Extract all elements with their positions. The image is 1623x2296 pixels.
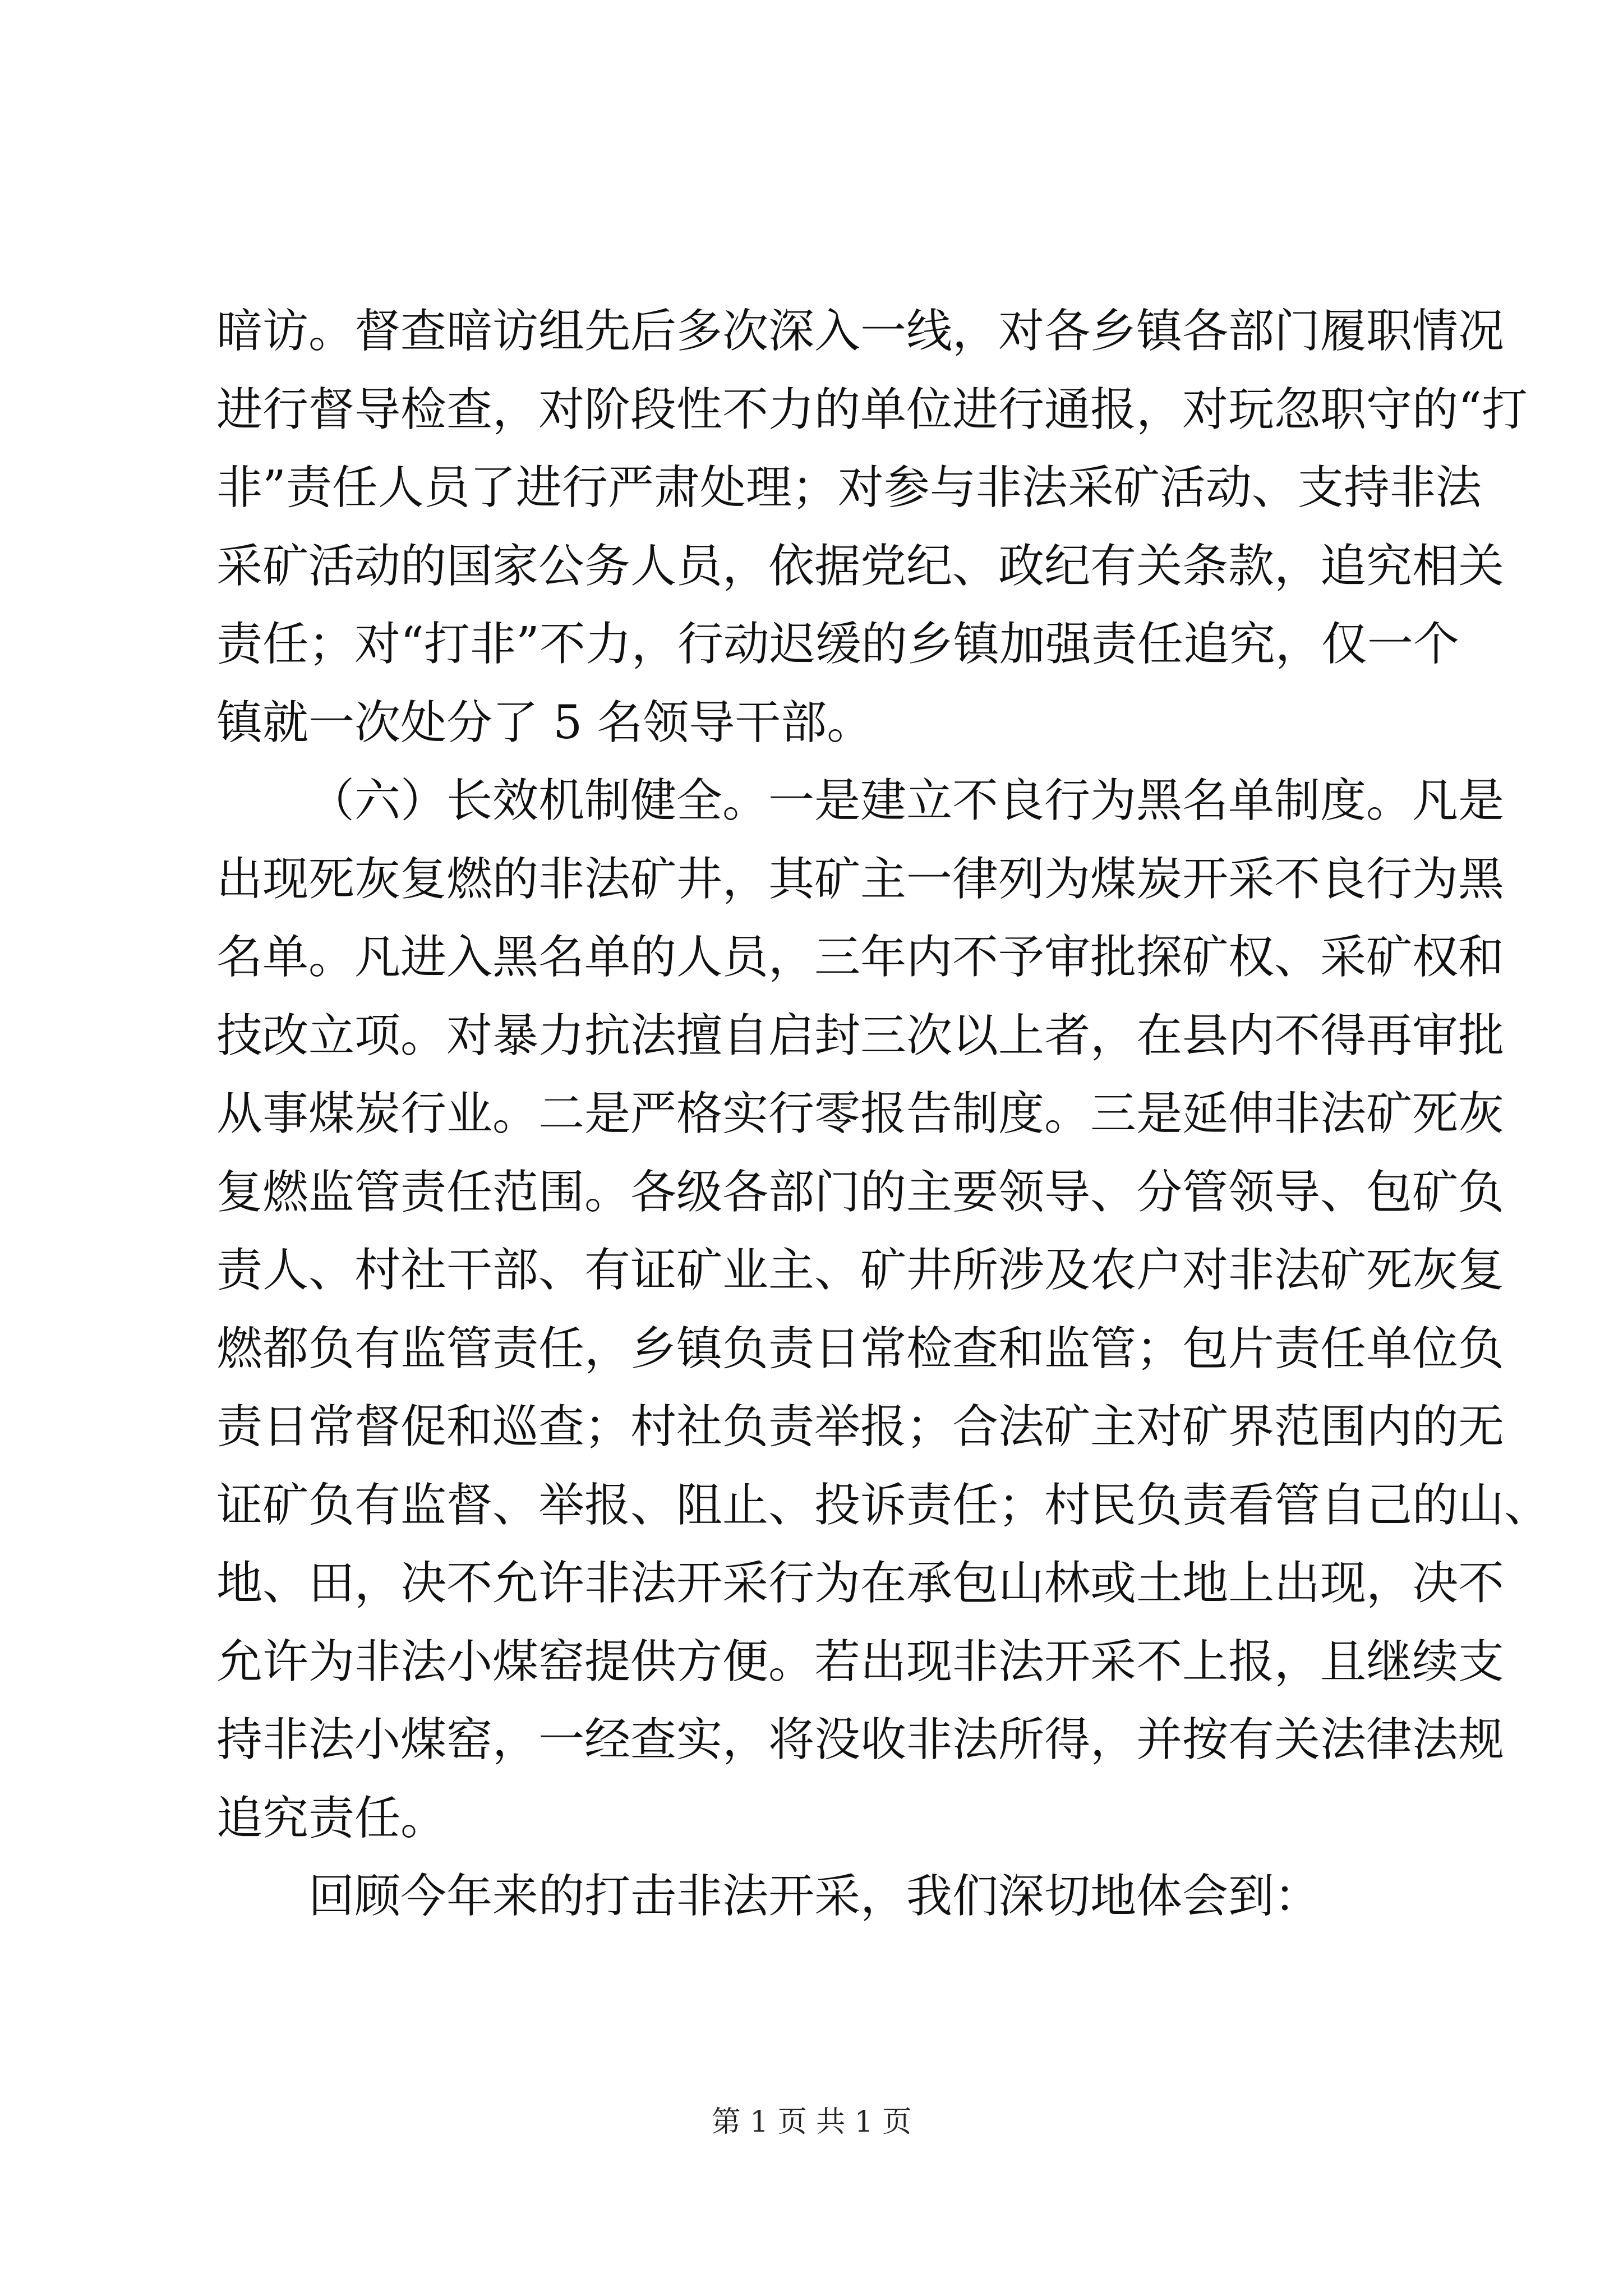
text-line: 复燃监管责任范围。各级各部门的主要领导、分管领导、包矿负 [216, 1165, 1505, 1219]
text-line: 责人、村社干部、有证矿业主、矿井所涉及农户对非法矿死灰复 [216, 1244, 1505, 1297]
document-body [216, 292, 1551, 1936]
paragraph-line: 回顾今年来的打击非法开采，我们深切地体会到： [308, 1870, 1321, 1923]
page-footer [0, 2098, 1623, 2140]
text-line: 燃都负有监管责任，乡镇负责日常检查和监管；包片责任单位负 [216, 1322, 1505, 1375]
text-line: 允许为非法小煤窑提供方便。若出现非法开采不上报，且继续支 [216, 1635, 1505, 1688]
text-line: 镇就一次处分了 5 名领导干部。 [216, 696, 873, 749]
text-line: 出现死灰复燃的非法矿井，其矿主一律列为煤炭开采不良行为黑 [216, 852, 1505, 906]
text-line: 进行督导检查，对阶段性不力的单位进行通报，对玩忽职守的“打 [216, 383, 1528, 436]
text-line: 暗访。督查暗访组先后多次深入一线，对各乡镇各部门履职情况 [216, 305, 1505, 358]
text-line: 责日常督促和巡查；村社负责举报；合法矿主对矿界范围内的无 [216, 1400, 1505, 1453]
page-number-label: 第 1 页 共 1 页 [711, 2105, 912, 2139]
text-line: 证矿负有监督、举报、阻止、投诉责任；村民负责看管自己的山、 [216, 1478, 1551, 1532]
section-heading-line: （六）长效机制健全。一是建立不良行为黑名单制度。凡是 [308, 774, 1505, 827]
text-line: 地、田，决不允许非法开采行为在承包山林或土地上出现，决不 [216, 1557, 1505, 1610]
text-line: 采矿活动的国家公务人员，依据党纪、政纪有关条款，追究相关 [216, 539, 1505, 593]
text-line: 非”责任人员了进行严肃处理；对参与非法采矿活动、支持非法 [216, 461, 1482, 514]
text-line: 技改立项。对暴力抗法擅自启封三次以上者，在县内不得再审批 [216, 1009, 1505, 1062]
text-line: 持非法小煤窑，一经查实，将没收非法所得，并按有关法律法规 [216, 1713, 1505, 1766]
text-line: 追究责任。 [216, 1791, 447, 1845]
text-line: 名单。凡进入黑名单的人员，三年内不予审批探矿权、采矿权和 [216, 931, 1505, 984]
text-line: 从事煤炭行业。二是严格实行零报告制度。三是延伸非法矿死灰 [216, 1087, 1505, 1140]
text-line: 责任；对“打非”不力，行动迟缓的乡镇加强责任追究，仅一个 [216, 618, 1459, 671]
